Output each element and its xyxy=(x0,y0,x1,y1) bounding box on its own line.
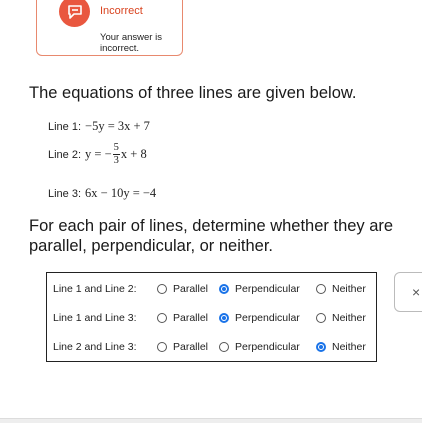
radio-parallel[interactable] xyxy=(157,283,208,295)
radio-button[interactable] xyxy=(219,342,229,352)
radio-parallel[interactable] xyxy=(157,341,208,353)
radio-perpendicular[interactable] xyxy=(219,283,300,295)
fraction-numerator: 5 xyxy=(113,142,119,153)
speech-bubble-error-icon xyxy=(59,0,90,27)
answer-row xyxy=(47,279,376,299)
equation-suffix: x + 8 xyxy=(120,147,147,161)
option-label: Neither xyxy=(332,283,366,295)
equation-label: Line 2: xyxy=(48,148,82,161)
close-icon: × xyxy=(412,284,421,300)
radio-button[interactable] xyxy=(157,284,167,294)
feedback-title: Incorrect xyxy=(100,5,143,17)
row-label: Line 1 and Line 3: xyxy=(53,312,137,324)
option-label: Parallel xyxy=(173,283,209,295)
radio-neither[interactable] xyxy=(316,312,366,324)
equation-line-3 xyxy=(48,186,156,201)
option-label: Neither xyxy=(332,341,366,353)
row-label: Line 2 and Line 3: xyxy=(53,341,137,353)
option-label: Perpendicular xyxy=(235,341,300,353)
radio-button-selected[interactable] xyxy=(316,342,326,352)
option-label: Parallel xyxy=(173,312,209,324)
equation-expression: −5y = 3x + 7 xyxy=(85,119,150,133)
radio-button[interactable] xyxy=(157,313,167,323)
equation-prefix: y = − xyxy=(85,147,112,161)
bottom-divider xyxy=(0,418,422,423)
radio-button[interactable] xyxy=(316,284,326,294)
question-text: For each pair of lines, determine whether they are parallel, perpendicular, or neither. xyxy=(29,217,394,255)
radio-button-selected[interactable] xyxy=(219,313,229,323)
equation-label: Line 3: xyxy=(48,187,82,200)
radio-button-selected[interactable] xyxy=(219,284,229,294)
equation-expression: 6x − 10y = −4 xyxy=(85,186,157,200)
feedback-card xyxy=(36,0,183,56)
equation-label: Line 1: xyxy=(48,120,82,133)
option-label: Perpendicular xyxy=(235,283,300,295)
answer-row xyxy=(47,308,376,328)
problem-intro: The equations of three lines are given below. xyxy=(29,84,357,102)
feedback-message: Your answer is incorrect. xyxy=(100,32,162,54)
answer-row xyxy=(47,337,376,357)
answer-table xyxy=(46,272,377,362)
radio-neither[interactable] xyxy=(316,283,366,295)
radio-button[interactable] xyxy=(157,342,167,352)
row-label: Line 1 and Line 2: xyxy=(53,283,137,295)
radio-perpendicular[interactable] xyxy=(219,341,300,353)
equation-line-1 xyxy=(48,119,150,134)
fraction xyxy=(113,143,120,166)
radio-perpendicular[interactable] xyxy=(219,312,300,324)
equation-line-2 xyxy=(48,143,147,166)
clear-button[interactable] xyxy=(394,272,422,312)
radio-neither[interactable] xyxy=(316,341,366,353)
option-label: Parallel xyxy=(173,341,209,353)
option-label: Neither xyxy=(332,312,366,324)
option-label: Perpendicular xyxy=(235,312,300,324)
radio-button[interactable] xyxy=(316,313,326,323)
radio-parallel[interactable] xyxy=(157,312,208,324)
fraction-denominator: 3 xyxy=(113,154,119,166)
